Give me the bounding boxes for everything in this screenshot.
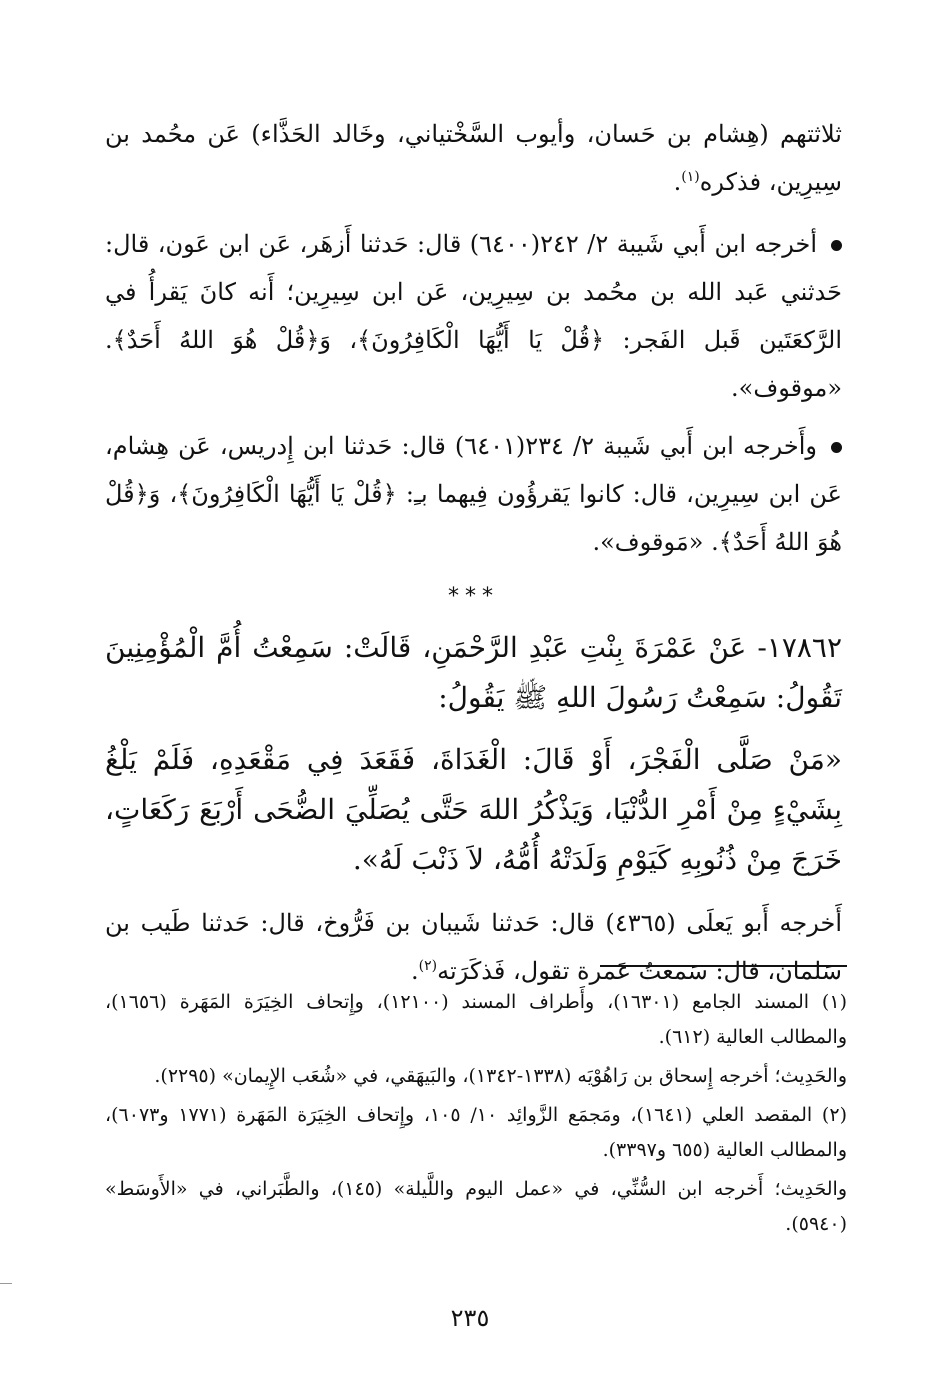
hadith-header: ١٧٨٦٢- عَنْ عَمْرَةَ بِنْتِ عَبْدِ الرَّحْمَنِ، قَالَتْ: سَمِعْتُ أُمَّ الْمُؤْمِنِينَ تَقُولُ: سَمِعْتُ رَسُولَ اللهِ ﷺ يَقُولُ: xyxy=(105,631,842,714)
footnote-2-continuation: والحَدِيث؛ أَخرجه ابن السُّنِّي، في «عمل اليوم واللَّيلة» (١٤٥)، والطَّبَراني، في «الأَوسَط» (٥٩٤٠). xyxy=(105,1178,847,1235)
intro-end: . xyxy=(673,168,682,196)
footnote-ref-2[interactable]: (٢) xyxy=(418,958,438,974)
source-paragraph xyxy=(105,899,842,995)
source-text: أَخرجه أَبو يَعلَى (٤٣٦٥) قال: حَدثنا شَيبان بن فَرُّوخ، قال: حَدثنا طَيب بن سَلمان، قال: سَمعتُ عَمرة تقول، فَذكَرَته xyxy=(105,909,843,985)
bullet-item-2 xyxy=(105,422,842,566)
bullet-icon xyxy=(831,442,842,453)
source-end: . xyxy=(410,957,419,985)
footnote-1-continuation: والحَدِيث؛ أخرجه إِسحاق بن رَاهُوْيَه (١٣٣٨-١٣٤٢)، والبَيهَقي، في «شُعَب الإِيمان» (٢٢٩٥). xyxy=(154,1065,847,1087)
footnote-ref-1[interactable]: (١) xyxy=(681,169,700,185)
bullet-item-1 xyxy=(105,220,842,412)
margin-mark xyxy=(0,1283,12,1284)
footnote-divider xyxy=(600,965,847,967)
hadith-text: «مَنْ صَلَّى الْفَجْرَ، أَوْ قَالَ: الْغَدَاةَ، فَقَعَدَ فِي مَقْعَدِهِ، فَلَمْ يَلْغُ بِشَيْءٍ مِنْ أَمْرِ الدُّنْيَا، وَيَذْكُرُ اللهَ حَتَّى يُصَلِّيَ الضُّحَى أَرْبَعَ رَكَعَاتٍ، خَرَجَ مِنْ ذُنُوبِهِ كَيَوْمِ وَلَدَتْهُ أُمُّهُ، لاَ ذَنْبَ لَهُ». xyxy=(105,743,842,876)
bullet-text: أخرجه ابن أَبي شَيبة ٢/ ٢٤٢(٦٤٠٠) قال: حَدثنا أَزهَر، عَن ابن عَون، قال: حَدثني عَبد الله بن محُمد بن سِيرِين، عَن ابن سِيرِين؛ أَنه كانَ يَقرأُ في الرَّكعَتَين قَبل الفَجر: ﴿قُلْ يَا أَيُّهَا الْكَافِرُونَ﴾، وَ﴿قُلْ هُوَ اللهُ أَحَدٌ﴾. «موقوف». xyxy=(105,230,842,402)
page-number: ٢٣٥ xyxy=(450,1304,490,1332)
bullet-text: وأَخرجه ابن أَبي شَيبة ٢/ ٢٣٤(٦٤٠١) قال: حَدثنا ابن إِدريس، عَن هِشام، عَن ابن سِيرِين، قال: كانوا يَقرؤُون فِيهما بـِ: ﴿قُلْ يَا أَيُّهَا الْكَافِرُونَ﴾، وَ﴿قُلْ هُوَ اللهُ أَحَدٌ﴾. «مَوقوف». xyxy=(105,432,842,556)
intro-paragraph xyxy=(105,110,842,206)
footnote-1: (١) المسند الجامع (١٦٣٠١)، وأَطراف المسند (١٢١٠٠)، وإِتحاف الخِيَرَة المَهَرة (١٦٥٦)، والمطالب العالية (٦١٢). xyxy=(105,991,847,1048)
bullet-icon xyxy=(831,240,842,251)
footnotes xyxy=(105,985,847,1246)
section-separator: *** xyxy=(448,584,499,609)
intro-text: ثلاثتهم (هِشام بن حَسان، وأيوب السَّخْتياني، وخَالد الحَذَّاء) عَن محُمد بن سِيرِين، فذكره xyxy=(105,120,842,196)
footnote-2: (٢) المقصد العلي (١٦٤١)، ومَجمَع الزَّوائِد ١٠/ ١٠٥، وإِتحاف الخِيَرَة المَهَرة (١٧٧١ و٦٠٧٣)، والمطالب العالية (٦٥٥ و٣٣٩٧). xyxy=(105,1104,847,1161)
main-text xyxy=(105,110,842,1009)
